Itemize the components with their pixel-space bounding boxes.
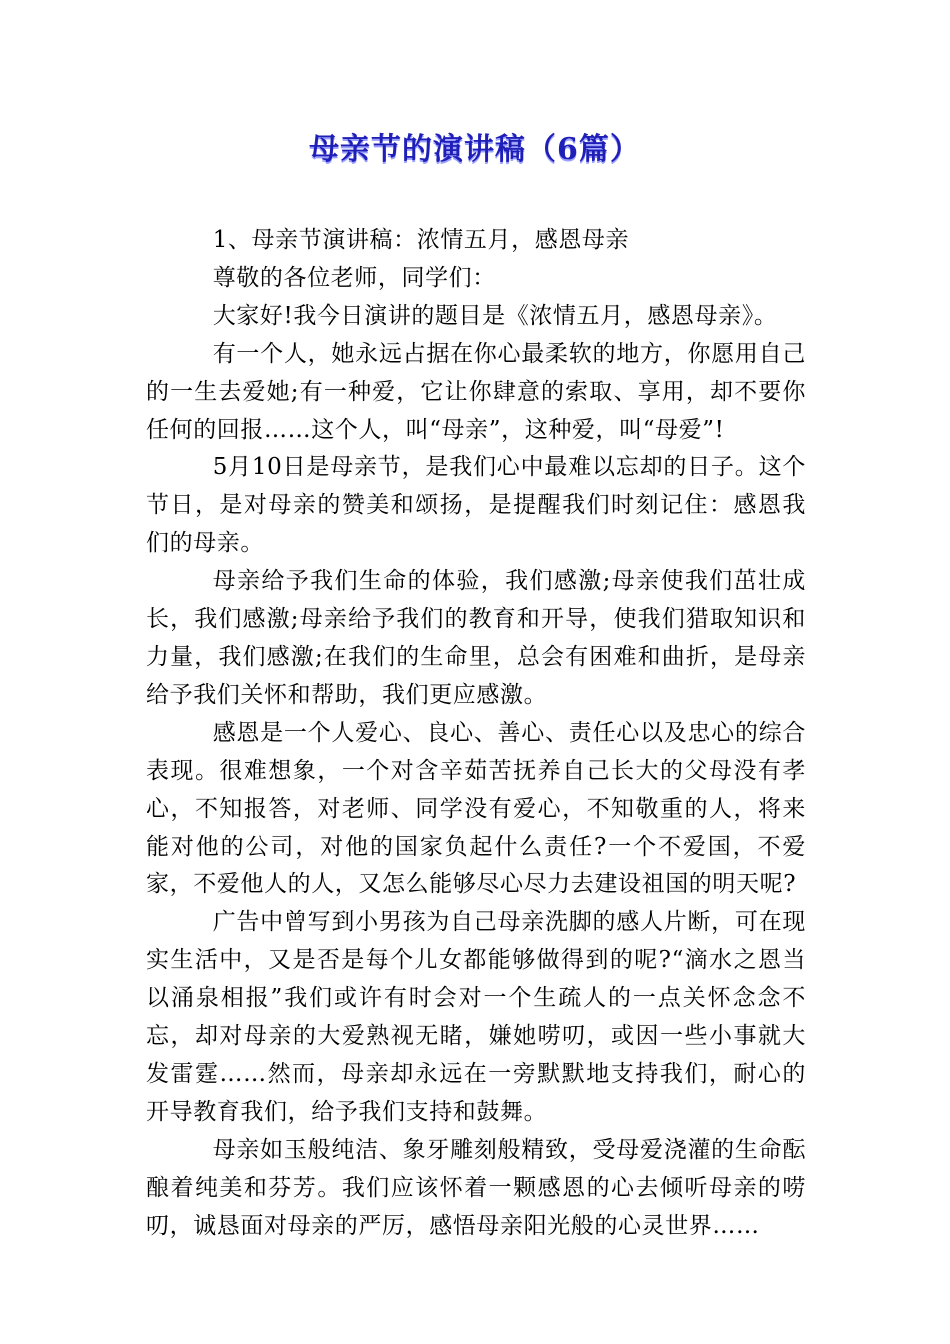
paragraph: 母亲给予我们生命的体验，我们感激;母亲使我们茁壮成长，我们感激;母亲给予我们的教育和开导，使我们猎取知识和力量，我们感激;在我们的生命里，总会有困难和曲折，是母亲给予我们关怀和帮助，我们更应感激。	[146, 568, 806, 708]
document-title: 母亲节的演讲稿（6篇）	[309, 132, 641, 167]
section-heading: 1、母亲节演讲稿：浓情五月，感恩母亲	[212, 227, 630, 253]
document-body	[146, 222, 806, 1245]
paragraph: 母亲如玉般纯洁、象牙雕刻般精致，受母爱浇灌的生命酝酿着纯美和芬芳。我们应该怀着一颗感恩的心去倾听母亲的唠叨，诚恳面对母亲的严厉，感悟母亲阳光般的心灵世界……	[146, 1136, 806, 1239]
paragraph: 有一个人，她永远占据在你心最柔软的地方，你愿用自己的一生去爱她;有一种爱，它让你肆意的索取、享用，却不要你任何的回报……这个人，叫“母亲”，这种爱，叫“母爱”!	[146, 340, 806, 443]
paragraph: 5月10日是母亲节，是我们心中最难以忘却的日子。这个节日，是对母亲的赞美和颂扬，是提醒我们时刻记住：感恩我们的母亲。	[146, 454, 806, 557]
paragraph: 大家好!我今日演讲的题目是《浓情五月，感恩母亲》。	[212, 302, 778, 329]
paragraph: 广告中曾写到小男孩为自己母亲洗脚的感人片断，可在现实生活中，又是否是每个儿女都能够做得到的呢?“滴水之恩当以涌泉相报”我们或许有时会对一个生疏人的一点关怀念念不忘，却对母亲的大爱熟视无睹，嫌她唠叨，或因一些小事就大发雷霆……然而，母亲却永远在一旁默默地支持我们，耐心的开导教育我们，给予我们支持和鼓舞。	[146, 909, 806, 1125]
paragraph: 感恩是一个人爱心、良心、善心、责任心以及忠心的综合表现。很难想象，一个对含辛茹苦抚养自己长大的父母没有孝心，不知报答，对老师、同学没有爱心，不知敬重的人，将来能对他的公司，对他的国家负起什么责任?一个不爱国，不爱家，不爱他人的人，又怎么能够尽心尽力去建设祖国的明天呢?	[146, 719, 806, 898]
salutation: 尊敬的各位老师，同学们：	[212, 264, 496, 291]
